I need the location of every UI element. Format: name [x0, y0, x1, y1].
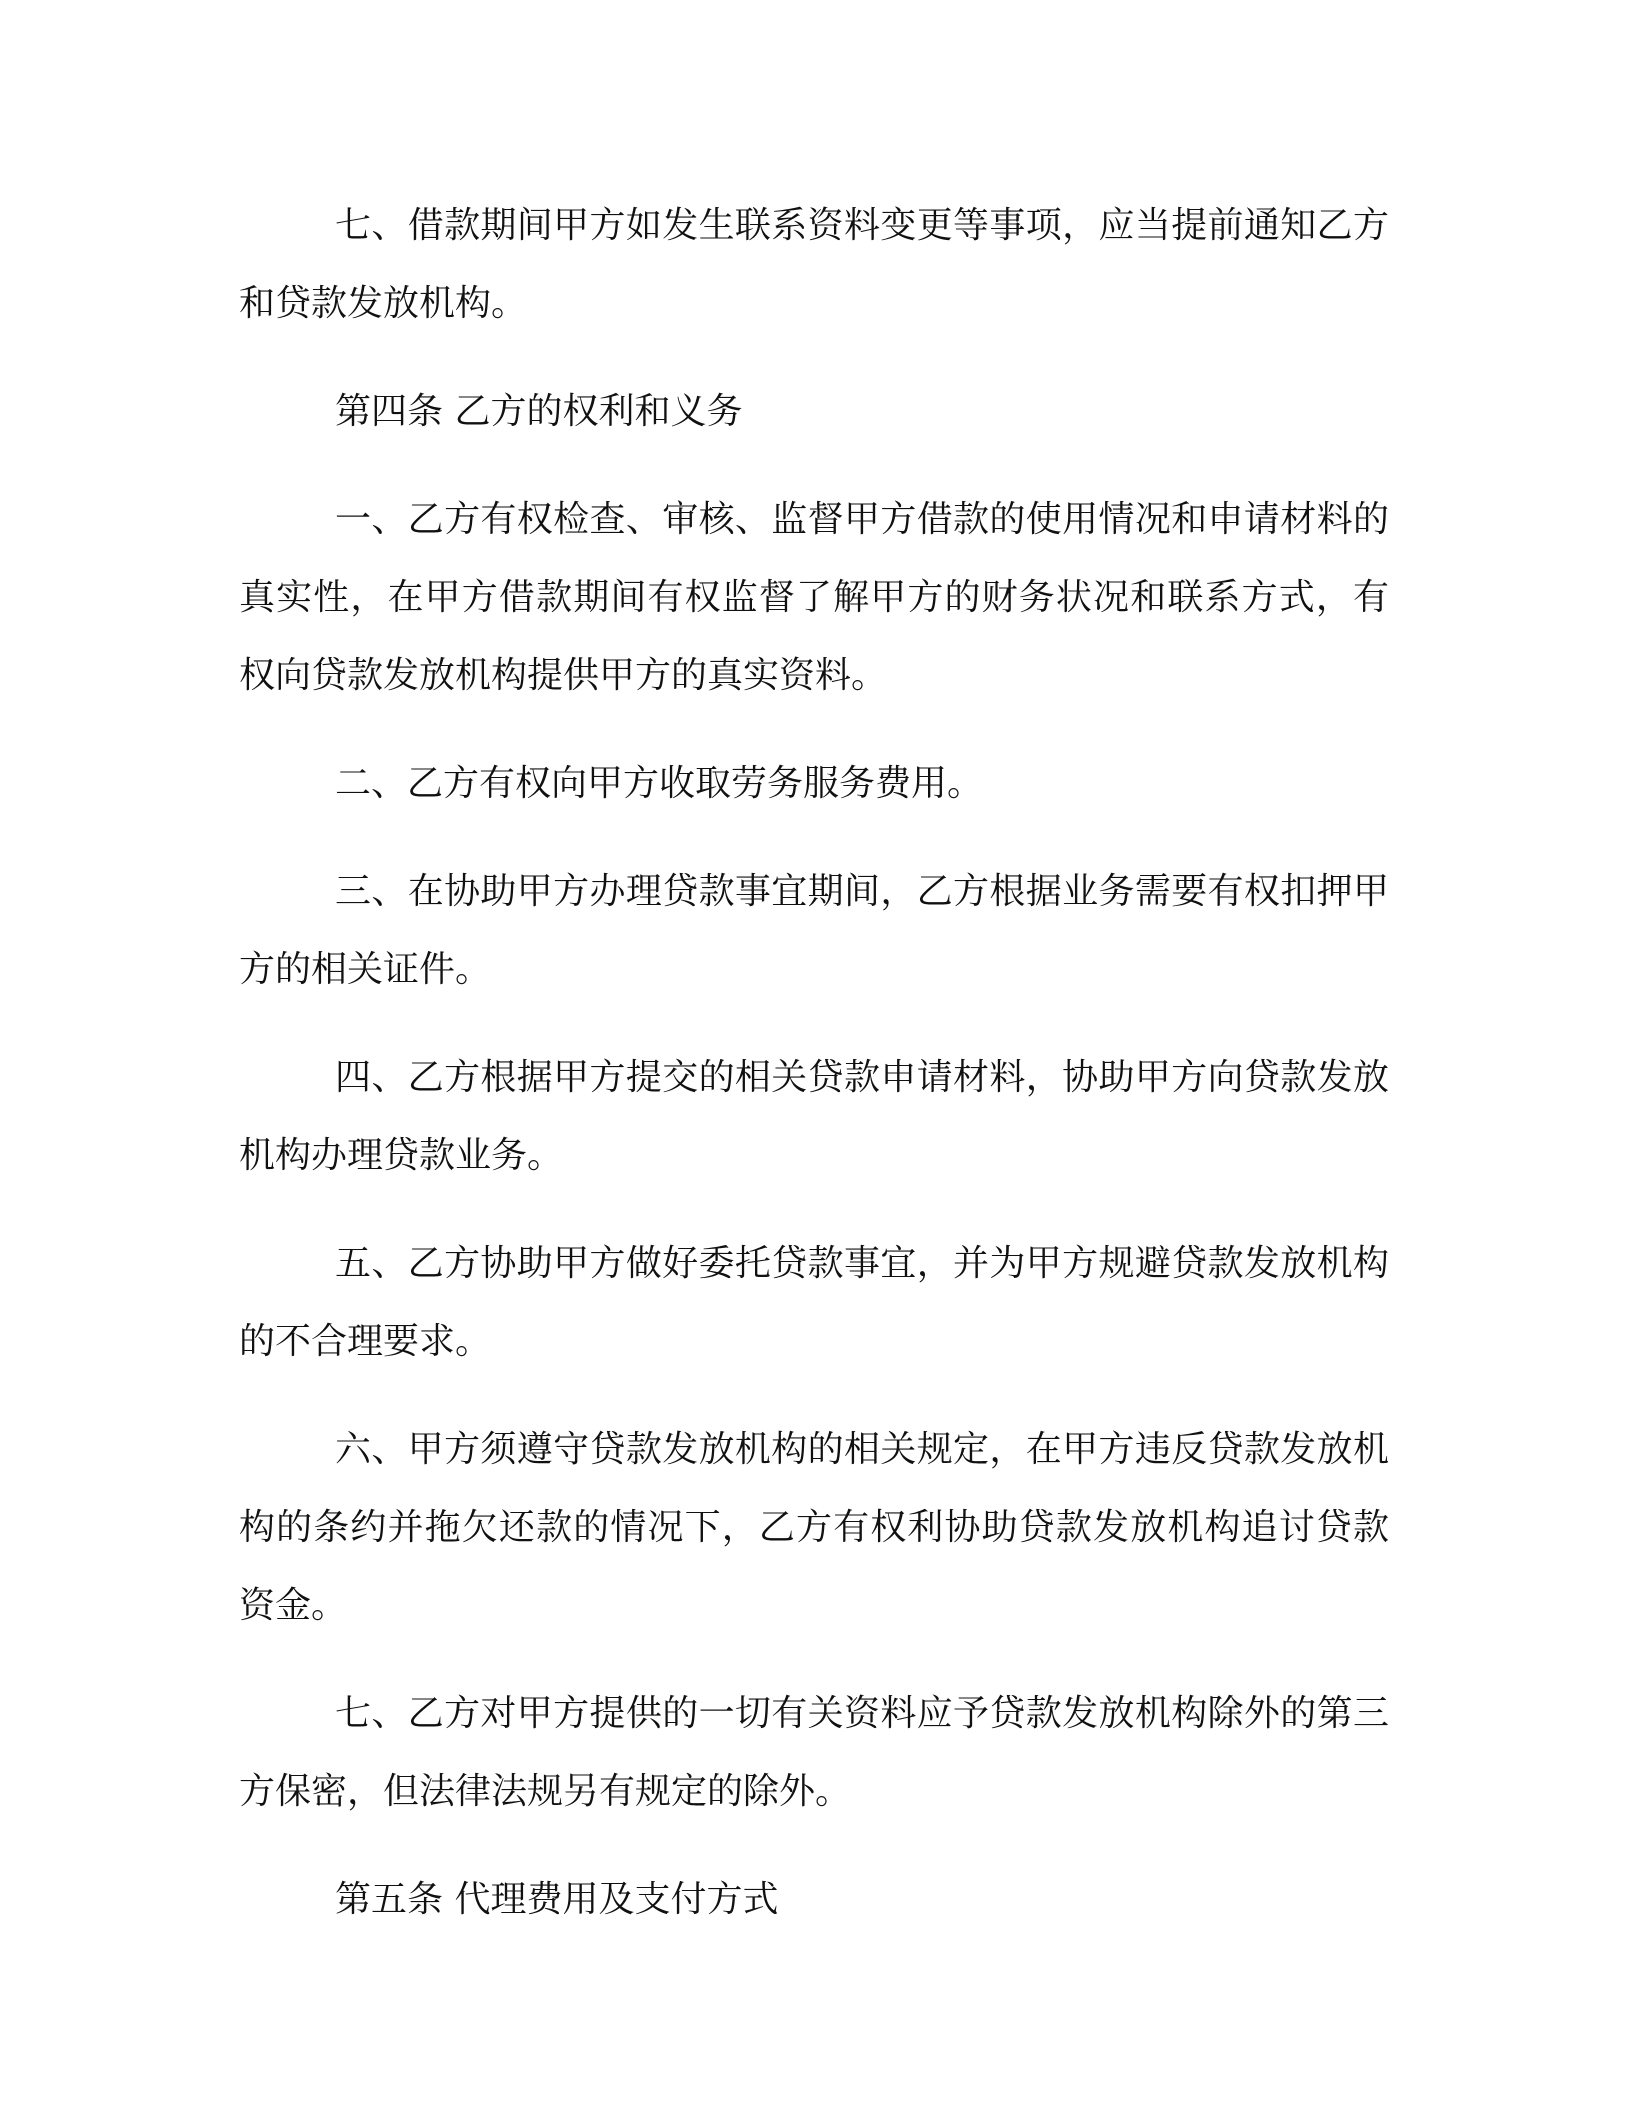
clause-4-7: 七、借款期间甲方如发生联系资料变更等事项，应当提前通知乙方和贷款发放机构。 [239, 205, 1389, 324]
clause-4-2: 二、乙方有权向甲方收取劳务服务费用。 [335, 763, 984, 804]
clause-4-7b: 七、乙方对甲方提供的一切有关资料应予贷款发放机构除外的第三方保密，但法律法规另有规定的除外。 [239, 1693, 1389, 1812]
article-5-heading: 第五条 代理费用及支付方式 [335, 1879, 779, 1920]
article-4-heading: 第四条 乙方的权利和义务 [335, 391, 743, 432]
clause-4-6: 六、甲方须遵守贷款发放机构的相关规定，在甲方违反贷款发放机构的条约并拖欠还款的情况下，乙方有权利协助贷款发放机构追讨贷款资金。 [239, 1429, 1389, 1626]
clause-4-4: 四、乙方根据甲方提交的相关贷款申请材料，协助甲方向贷款发放机构办理贷款业务。 [239, 1057, 1389, 1176]
clause-4-1: 一、乙方有权检查、审核、监督甲方借款的使用情况和申请材料的真实性，在甲方借款期间有权监督了解甲方的财务状况和联系方式，有权向贷款发放机构提供甲方的真实资料。 [239, 499, 1389, 696]
document-body [239, 187, 1389, 1969]
clause-4-3: 三、在协助甲方办理贷款事宜期间，乙方根据业务需要有权扣押甲方的相关证件。 [239, 871, 1389, 990]
clause-4-5: 五、乙方协助甲方做好委托贷款事宜，并为甲方规避贷款发放机构的不合理要求。 [239, 1243, 1389, 1362]
